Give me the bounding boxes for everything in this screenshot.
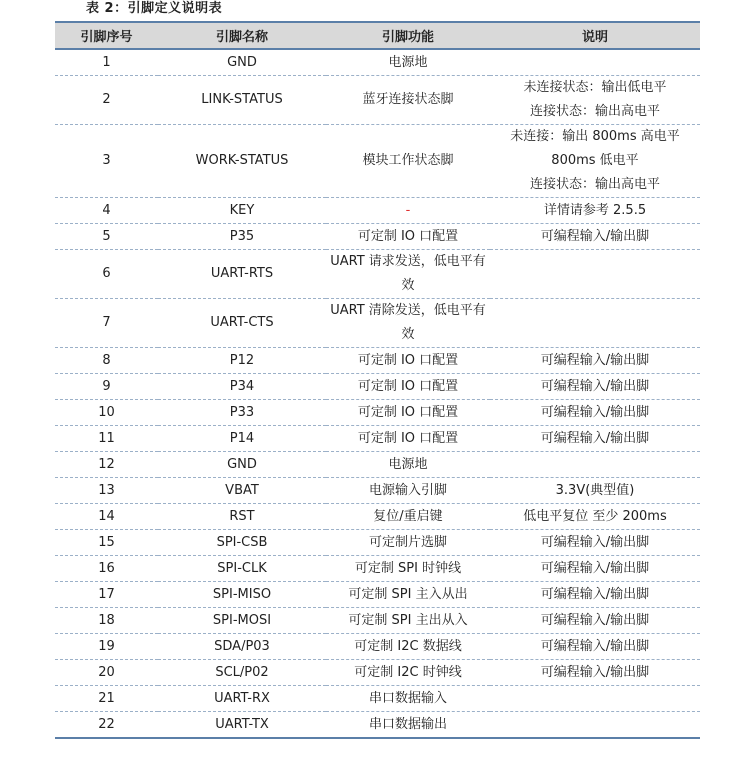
table-body bbox=[55, 49, 700, 738]
table-row bbox=[55, 76, 700, 125]
pin-number-cell: 17 bbox=[55, 582, 158, 608]
table-row bbox=[55, 608, 700, 634]
pin-name-cell: P12 bbox=[158, 348, 326, 374]
pin-name-cell: WORK-STATUS bbox=[158, 125, 326, 198]
table-row bbox=[55, 686, 700, 712]
pin-name-cell: UART-RX bbox=[158, 686, 326, 712]
pin-name-cell: UART-CTS bbox=[158, 299, 326, 348]
pin-function-line: 电源地 bbox=[388, 456, 428, 472]
pin-name-cell: P14 bbox=[158, 426, 326, 452]
description-line: 可编程输入/输出脚 bbox=[540, 404, 650, 420]
pin-function-line: 电源输入引脚 bbox=[368, 482, 447, 498]
pin-function-cell bbox=[326, 76, 490, 125]
table-row bbox=[55, 712, 700, 739]
pin-definition-table bbox=[55, 21, 700, 739]
description-cell bbox=[490, 530, 700, 556]
description-line: 详情请参考 2.5.5 bbox=[543, 202, 647, 218]
description-line: 可编程输入/输出脚 bbox=[540, 430, 650, 446]
header-pin-name: 引脚名称 bbox=[158, 22, 326, 49]
description-cell bbox=[490, 426, 700, 452]
pin-name-cell: P35 bbox=[158, 224, 326, 250]
pin-name-cell: SPI-CLK bbox=[158, 556, 326, 582]
pin-name-cell: RST bbox=[158, 504, 326, 530]
description-line: 连接状态：输出高电平 bbox=[529, 104, 660, 119]
pin-function-line: 可定制 I2C 数据线 bbox=[354, 638, 462, 654]
pin-name-cell: SPI-MOSI bbox=[158, 608, 326, 634]
pin-name-cell: SCL/P02 bbox=[158, 660, 326, 686]
pin-function-line: 可定制 IO 口配置 bbox=[357, 378, 459, 394]
table-row bbox=[55, 224, 700, 250]
pin-number-cell: 22 bbox=[55, 712, 158, 739]
description-line: 低电平复位 至少 200ms bbox=[523, 508, 667, 524]
table-row bbox=[55, 198, 700, 224]
pin-function-cell bbox=[326, 504, 490, 530]
description-cell bbox=[490, 374, 700, 400]
pin-number-cell: 14 bbox=[55, 504, 158, 530]
pin-function-cell bbox=[326, 49, 490, 76]
table-row bbox=[55, 530, 700, 556]
pin-number-cell: 2 bbox=[55, 76, 158, 125]
pin-function-line: UART 请求发送，低电平有 bbox=[330, 254, 486, 269]
pin-function-line: - bbox=[405, 202, 411, 218]
table-row bbox=[55, 556, 700, 582]
pin-name-cell: LINK-STATUS bbox=[158, 76, 326, 125]
pin-function-line: 可定制 SPI 时钟线 bbox=[354, 560, 462, 576]
table-row bbox=[55, 478, 700, 504]
pin-number-cell: 21 bbox=[55, 686, 158, 712]
description-cell bbox=[490, 582, 700, 608]
pin-number-cell: 11 bbox=[55, 426, 158, 452]
description-cell bbox=[490, 608, 700, 634]
pin-name-cell: KEY bbox=[158, 198, 326, 224]
description-cell bbox=[490, 250, 700, 299]
pin-name-cell: P34 bbox=[158, 374, 326, 400]
pin-number-cell: 20 bbox=[55, 660, 158, 686]
header-description: 说明 bbox=[490, 22, 700, 49]
description-cell bbox=[490, 660, 700, 686]
pin-number-cell: 4 bbox=[55, 198, 158, 224]
description-line: 可编程输入/输出脚 bbox=[540, 534, 650, 550]
header-pin-function: 引脚功能 bbox=[326, 22, 490, 49]
header-row bbox=[55, 22, 700, 49]
pin-function-cell bbox=[326, 582, 490, 608]
description-cell bbox=[490, 49, 700, 76]
description-line: 可编程输入/输出脚 bbox=[540, 560, 650, 576]
table-row bbox=[55, 660, 700, 686]
pin-function-cell bbox=[326, 400, 490, 426]
pin-function-cell bbox=[326, 556, 490, 582]
pin-number-cell: 3 bbox=[55, 125, 158, 198]
table-header bbox=[55, 22, 700, 49]
pin-function-line: 复位/重启键 bbox=[373, 508, 443, 524]
pin-name-cell: GND bbox=[158, 49, 326, 76]
pin-function-line: 可定制 IO 口配置 bbox=[357, 404, 459, 420]
pin-name-cell: VBAT bbox=[158, 478, 326, 504]
pin-number-cell: 12 bbox=[55, 452, 158, 478]
pin-number-cell: 10 bbox=[55, 400, 158, 426]
description-line: 可编程输入/输出脚 bbox=[540, 664, 650, 680]
pin-number-cell: 19 bbox=[55, 634, 158, 660]
description-cell bbox=[490, 478, 700, 504]
pin-name-cell: SDA/P03 bbox=[158, 634, 326, 660]
pin-function-line: 可定制 IO 口配置 bbox=[357, 352, 459, 368]
pin-function-line: 效 bbox=[401, 278, 415, 293]
pin-function-cell bbox=[326, 426, 490, 452]
pin-name-cell: GND bbox=[158, 452, 326, 478]
pin-number-cell: 6 bbox=[55, 250, 158, 299]
pin-function-cell bbox=[326, 348, 490, 374]
table-caption: 表 2：引脚定义说明表 bbox=[86, 1, 223, 16]
pin-function-cell bbox=[326, 299, 490, 348]
pin-number-cell: 5 bbox=[55, 224, 158, 250]
pin-function-line: 可定制片选脚 bbox=[368, 534, 447, 550]
description-line: 可编程输入/输出脚 bbox=[540, 378, 650, 394]
pin-number-cell: 7 bbox=[55, 299, 158, 348]
description-line: 可编程输入/输出脚 bbox=[540, 586, 650, 602]
description-cell bbox=[490, 556, 700, 582]
description-line: 可编程输入/输出脚 bbox=[540, 228, 650, 244]
description-line: 未连接：输出 800ms 高电平 bbox=[510, 129, 680, 144]
pin-name-cell: UART-TX bbox=[158, 712, 326, 739]
pin-number-cell: 8 bbox=[55, 348, 158, 374]
table-row bbox=[55, 452, 700, 478]
description-cell bbox=[490, 76, 700, 125]
table-row bbox=[55, 582, 700, 608]
pin-function-cell bbox=[326, 125, 490, 198]
pin-function-line: 可定制 SPI 主出从入 bbox=[348, 612, 468, 628]
pin-function-line: 蓝牙连接状态脚 bbox=[362, 92, 454, 107]
description-line: 800ms 低电平 bbox=[551, 153, 639, 168]
pin-function-line: 效 bbox=[401, 327, 415, 342]
description-cell bbox=[490, 400, 700, 426]
table-row bbox=[55, 634, 700, 660]
pin-function-cell bbox=[326, 452, 490, 478]
pin-number-cell: 1 bbox=[55, 49, 158, 76]
pin-function-line: 模块工作状态脚 bbox=[362, 153, 454, 168]
pin-number-cell: 15 bbox=[55, 530, 158, 556]
table-row bbox=[55, 299, 700, 348]
pin-function-cell bbox=[326, 224, 490, 250]
pin-function-cell bbox=[326, 250, 490, 299]
pin-function-cell bbox=[326, 686, 490, 712]
pin-number-cell: 16 bbox=[55, 556, 158, 582]
pin-number-cell: 9 bbox=[55, 374, 158, 400]
pin-name-cell: SPI-MISO bbox=[158, 582, 326, 608]
pin-function-line: 可定制 SPI 主入从出 bbox=[348, 586, 468, 602]
table-row bbox=[55, 374, 700, 400]
pin-name-cell: SPI-CSB bbox=[158, 530, 326, 556]
table-row bbox=[55, 49, 700, 76]
pin-number-cell: 18 bbox=[55, 608, 158, 634]
pin-function-cell bbox=[326, 660, 490, 686]
description-cell bbox=[490, 634, 700, 660]
header-pin-number: 引脚序号 bbox=[55, 22, 158, 49]
pin-function-line: 串口数据输入 bbox=[368, 690, 447, 706]
description-line: 连接状态：输出高电平 bbox=[529, 177, 660, 192]
pin-name-cell: P33 bbox=[158, 400, 326, 426]
description-line: 未连接状态：输出低电平 bbox=[523, 80, 667, 95]
table-row bbox=[55, 250, 700, 299]
description-cell bbox=[490, 299, 700, 348]
pin-function-cell bbox=[326, 478, 490, 504]
pin-function-line: 可定制 I2C 时钟线 bbox=[354, 664, 462, 680]
pin-function-cell bbox=[326, 608, 490, 634]
table-row bbox=[55, 348, 700, 374]
description-line: 可编程输入/输出脚 bbox=[540, 612, 650, 628]
pin-function-cell bbox=[326, 530, 490, 556]
description-cell bbox=[490, 452, 700, 478]
pin-function-cell bbox=[326, 198, 490, 224]
pin-function-cell bbox=[326, 712, 490, 739]
pin-function-line: UART 清除发送，低电平有 bbox=[330, 303, 486, 318]
description-cell bbox=[490, 198, 700, 224]
description-line: 3.3V(典型值) bbox=[555, 482, 635, 498]
description-line: 可编程输入/输出脚 bbox=[540, 352, 650, 368]
description-line: 可编程输入/输出脚 bbox=[540, 638, 650, 654]
table-row bbox=[55, 426, 700, 452]
pin-function-line: 可定制 IO 口配置 bbox=[357, 430, 459, 446]
table-row bbox=[55, 400, 700, 426]
description-cell bbox=[490, 686, 700, 712]
table-row bbox=[55, 125, 700, 198]
description-cell bbox=[490, 125, 700, 198]
description-cell bbox=[490, 504, 700, 530]
description-cell bbox=[490, 224, 700, 250]
pin-function-line: 串口数据输出 bbox=[368, 716, 447, 732]
description-cell bbox=[490, 712, 700, 739]
table-row bbox=[55, 504, 700, 530]
description-cell bbox=[490, 348, 700, 374]
pin-function-cell bbox=[326, 374, 490, 400]
pin-name-cell: UART-RTS bbox=[158, 250, 326, 299]
pin-number-cell: 13 bbox=[55, 478, 158, 504]
pin-function-cell bbox=[326, 634, 490, 660]
pin-function-line: 可定制 IO 口配置 bbox=[357, 228, 459, 244]
pin-function-line: 电源地 bbox=[388, 54, 428, 70]
